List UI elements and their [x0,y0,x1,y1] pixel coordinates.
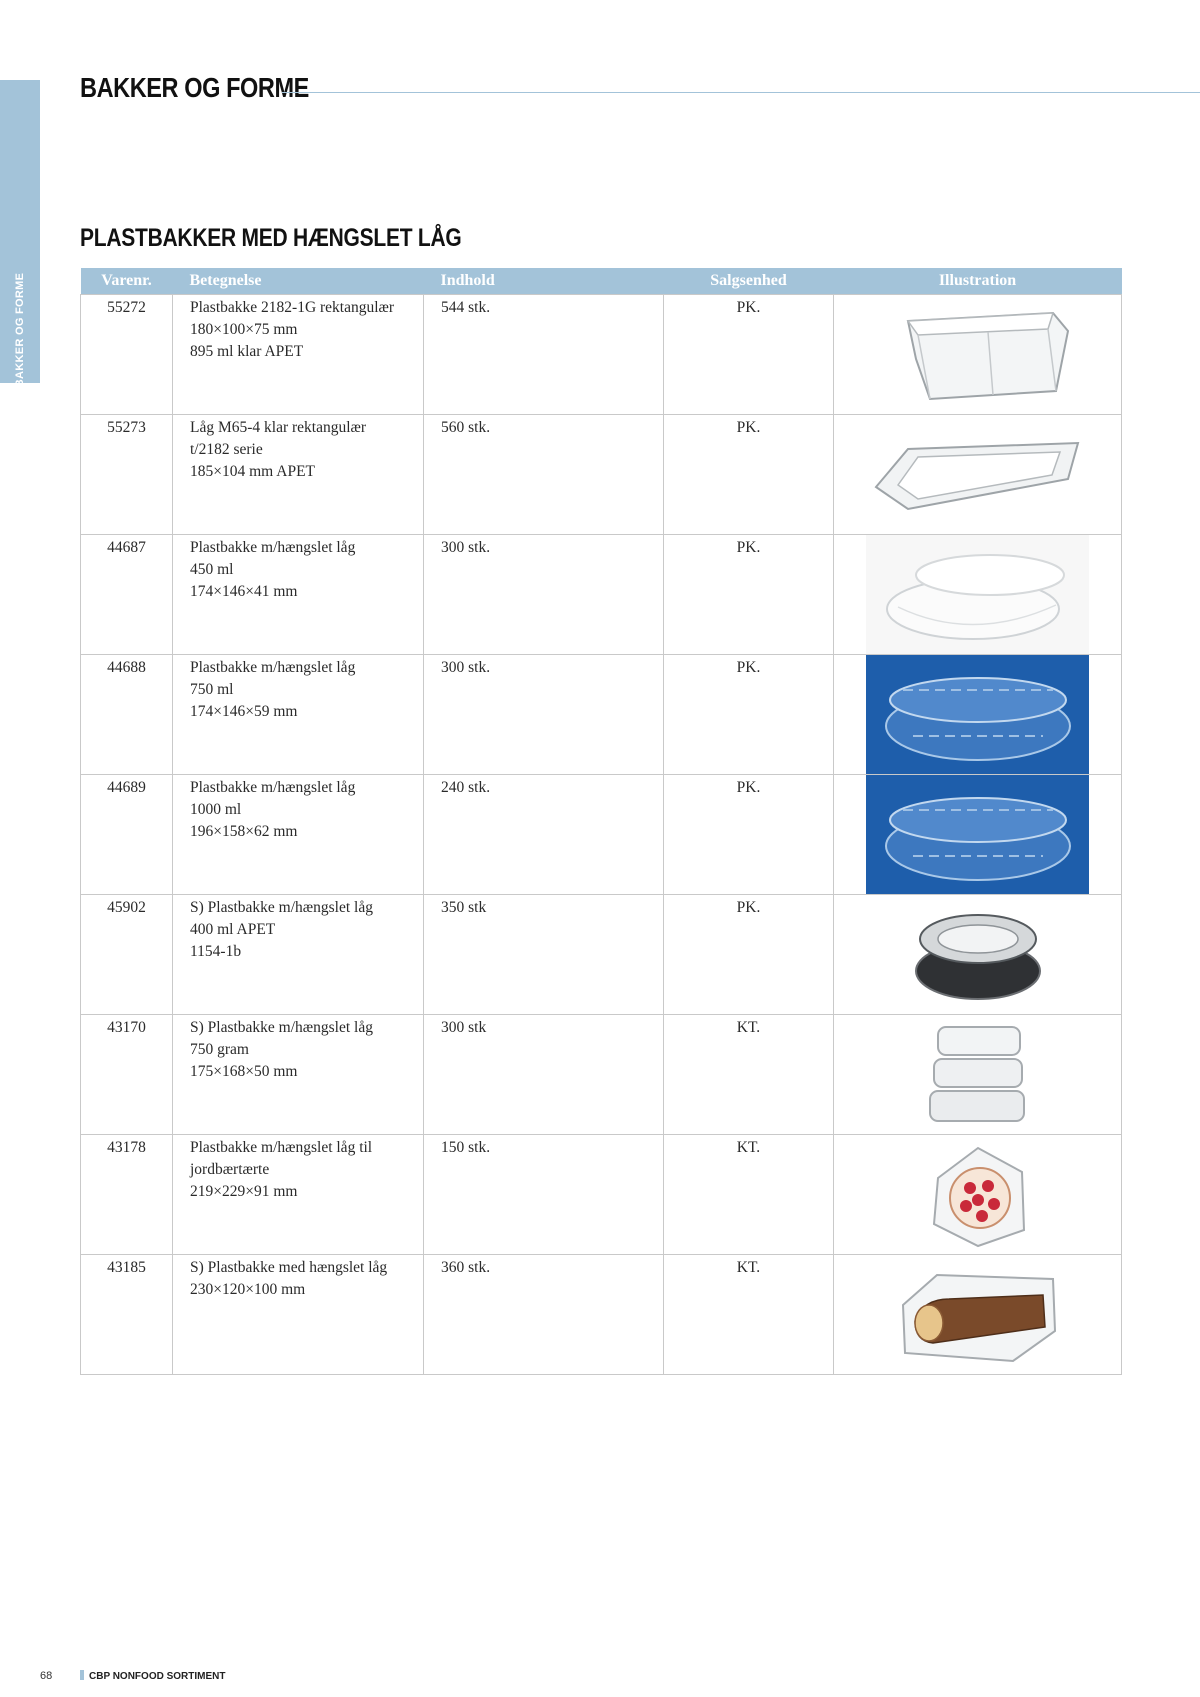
betegnelse-line: Plastbakke m/hængslet låg [190,779,356,796]
table-row [81,295,1122,415]
footer-brand-text: CBP NONFOOD SORTIMENT [89,1671,226,1682]
illustration-image [834,295,1121,414]
cell-illustration [834,295,1122,415]
cell-salgsenhed: KT. [664,1015,834,1135]
cell-varenr: 43178 [81,1135,173,1255]
betegnelse-line: 1000 ml [190,801,242,818]
betegnelse-line: Låg M65-4 klar rektangulær [190,419,367,436]
cell-salgsenhed: KT. [664,1255,834,1375]
cell-indhold: 150 stk. [424,1135,664,1255]
cell-indhold: 360 stk. [424,1255,664,1375]
oval-hinged-tray-blue-icon [873,780,1083,890]
table-row [81,895,1122,1015]
cell-betegnelse [173,535,424,655]
oval-hinged-tray-blue-icon [873,660,1083,770]
illustration-image [834,415,1121,534]
cell-salgsenhed: PK. [664,655,834,775]
cell-varenr: 55272 [81,295,173,415]
side-tab-label: BAKKER OG FORME [14,272,26,388]
illustration-image [834,895,1121,1014]
dark-hinged-tray-icon [908,903,1048,1007]
cell-illustration [834,535,1122,655]
betegnelse-line: 230×120×100 mm [190,1281,306,1298]
cell-salgsenhed: KT. [664,1135,834,1255]
cell-salgsenhed: PK. [664,535,834,655]
table-header-row [81,268,1122,295]
betegnelse-line: Plastbakke m/hængslet låg [190,539,356,556]
cell-varenr: 44689 [81,775,173,895]
cell-betegnelse [173,655,424,775]
cell-betegnelse [173,895,424,1015]
stacked-trays-icon [920,1015,1036,1134]
betegnelse-line: 185×104 mm APET [190,463,315,480]
page-number: 68 [40,1670,53,1682]
chapter-rule [282,92,1200,93]
cake-box-icon [893,1265,1063,1365]
betegnelse-line: S) Plastbakke m/hængslet låg [190,1019,373,1036]
betegnelse-line: 895 ml klar APET [190,343,304,360]
illustration-image [866,535,1089,654]
rectangular-lid-icon [868,435,1088,515]
betegnelse-line: 450 ml [190,561,234,578]
footer-bar [80,1670,84,1680]
cell-illustration [834,775,1122,895]
illustration-image [834,1135,1121,1254]
betegnelse-line: 219×229×91 mm [190,1183,298,1200]
cell-indhold: 300 stk. [424,535,664,655]
cell-varenr: 44687 [81,535,173,655]
header-indhold: Indhold [424,268,664,295]
header-betegnelse: Betegnelse [173,268,424,295]
betegnelse-line: 1154-1b [190,943,242,960]
betegnelse-line: Plastbakke m/hængslet låg [190,659,356,676]
table-row [81,415,1122,535]
cell-indhold: 240 stk. [424,775,664,895]
cell-varenr: 43185 [81,1255,173,1375]
betegnelse-line: 175×168×50 mm [190,1063,298,1080]
cell-varenr: 45902 [81,895,173,1015]
cell-salgsenhed: PK. [664,415,834,535]
chapter-title: BAKKER OG FORME [80,72,309,103]
cell-varenr: 43170 [81,1015,173,1135]
illustration-image [834,1015,1121,1134]
cell-betegnelse [173,1255,424,1375]
table-row [81,1135,1122,1255]
strawberry-tart-box-icon [918,1138,1038,1252]
betegnelse-line: 174×146×59 mm [190,703,298,720]
cell-indhold: 560 stk. [424,415,664,535]
cell-indhold: 300 stk [424,1015,664,1135]
betegnelse-line: 180×100×75 mm [190,321,298,338]
cell-betegnelse [173,415,424,535]
cell-salgsenhed: PK. [664,775,834,895]
table-row [81,655,1122,775]
footer-brand [80,1670,225,1682]
rectangular-tray-icon [878,299,1078,411]
illustration-image [834,1255,1121,1374]
betegnelse-line: jordbærtærte [190,1161,270,1178]
cell-illustration [834,655,1122,775]
betegnelse-line: Plastbakke m/hængslet låg til [190,1139,373,1156]
cell-indhold: 300 stk. [424,655,664,775]
illustration-image [866,655,1089,774]
cell-illustration [834,415,1122,535]
section-title: PLASTBAKKER MED HÆNGSLET LÅG [80,224,462,252]
table-row [81,1255,1122,1375]
product-rows [81,295,1122,1375]
betegnelse-line: S) Plastbakke med hængslet låg [190,1259,388,1276]
table-row [81,535,1122,655]
betegnelse-line: 174×146×41 mm [190,583,298,600]
cell-betegnelse [173,775,424,895]
cell-illustration [834,1135,1122,1255]
cell-illustration [834,1255,1122,1375]
cell-varenr: 44688 [81,655,173,775]
betegnelse-line: t/2182 serie [190,441,263,458]
cell-betegnelse [173,1015,424,1135]
header-illustration: Illustration [834,268,1122,295]
header-salgsenhed: Salgsenhed [664,268,834,295]
oval-hinged-tray-icon [878,545,1078,645]
cell-indhold: 544 stk. [424,295,664,415]
cell-salgsenhed: PK. [664,295,834,415]
table-row [81,775,1122,895]
betegnelse-line: 196×158×62 mm [190,823,298,840]
cell-salgsenhed: PK. [664,895,834,1015]
betegnelse-line: S) Plastbakke m/hængslet låg [190,899,373,916]
betegnelse-line: 400 ml APET [190,921,276,938]
cell-illustration [834,895,1122,1015]
betegnelse-line: 750 ml [190,681,234,698]
cell-betegnelse [173,1135,424,1255]
cell-indhold: 350 stk [424,895,664,1015]
betegnelse-line: 750 gram [190,1041,249,1058]
cell-varenr: 55273 [81,415,173,535]
cell-betegnelse [173,295,424,415]
table-row [81,1015,1122,1135]
betegnelse-line: Plastbakke 2182-1G rektangulær [190,299,395,316]
product-table [80,268,1122,1375]
header-varenr: Varenr. [81,268,173,295]
cell-illustration [834,1015,1122,1135]
illustration-image [866,775,1089,894]
